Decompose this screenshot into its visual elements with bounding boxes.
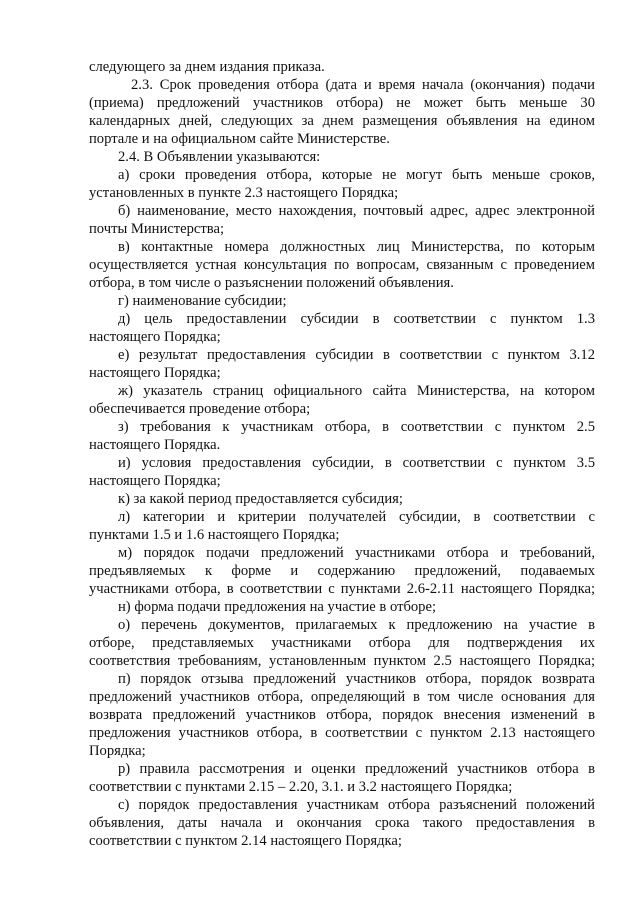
text-line: предложения участников отбора, в соответствии с пунктом 2.13 настоящего: [89, 725, 595, 741]
text-line: почты Министерства;: [89, 221, 225, 237]
text-line: настоящего Порядка;: [89, 473, 221, 489]
text-line: календарных дней, следующих за днем размещения объявления на едином: [89, 113, 595, 129]
text-line: соответствии с пунктом 2.14 настоящего Порядка;: [89, 833, 402, 849]
text-line: 2.3. Срок проведения отбора (дата и время начала (окончания) подачи: [131, 77, 595, 93]
text-line: в) контактные номера должностных лиц Министерства, по которым: [118, 239, 595, 255]
text-line: объявления, даты начала и окончания срока такого предоставления в: [89, 815, 595, 831]
text-line: следующего за днем издания приказа.: [89, 59, 325, 75]
text-line: д) цель предоставлении субсидии в соответствии с пунктом 1.3: [118, 311, 595, 327]
text-line: ж) указатель страниц официального сайта Министерства, на котором: [118, 383, 595, 399]
text-line: з) требования к участникам отбора, в соответствии с пунктом 2.5: [118, 419, 595, 435]
text-line: (приема) предложений участников отбора) не может быть меньше 30: [89, 95, 595, 111]
text-line: к) за какой период предоставляется субсидия;: [118, 491, 403, 507]
text-line: установленных в пункте 2.3 настоящего Порядка;: [89, 185, 399, 201]
text-line: предъявляемых к форме и содержанию предложений, подаваемых: [89, 563, 595, 579]
text-line: возврата предложений участников отбора, порядок внесения изменений в: [89, 707, 595, 723]
text-line: обеспечивается проведение отбора;: [89, 401, 311, 417]
text-line: соответствии с пунктами 2.15 – 2.20, 3.1. и 3.2 настоящего Порядка;: [89, 779, 513, 795]
text-line: е) результат предоставления субсидии в соответствии с пунктом 3.12: [118, 347, 595, 363]
text-line: с) порядок предоставления участникам отбора разъяснений положений: [118, 797, 595, 813]
text-line: н) форма подачи предложения на участие в отборе;: [118, 599, 437, 615]
text-line: 2.4. В Объявлении указываются:: [118, 149, 321, 165]
text-line: л) категории и критерии получателей субсидии, в соответствии с: [118, 509, 595, 525]
text-line: р) правила рассмотрения и оценки предложений участников отбора в: [118, 761, 595, 777]
text-line: м) порядок подачи предложений участниками отбора и требований,: [118, 545, 595, 561]
text-line: настоящего Порядка.: [89, 437, 221, 453]
text-line: соответствия требованиям, установленным пунктом 2.5 настоящего Порядка;: [89, 653, 595, 669]
text-line: о) перечень документов, прилагаемых к предложению на участие в: [118, 617, 595, 633]
text-line: пунктами 1.5 и 1.6 настоящего Порядка;: [89, 527, 340, 543]
text-line: г) наименование субсидии;: [118, 293, 287, 309]
text-line: п) порядок отзыва предложений участников отбора, порядок возврата: [118, 671, 595, 687]
text-line: Порядка;: [89, 743, 146, 759]
document-page: [89, 58, 595, 850]
text-line: портале и на официальном сайте Министерстве.: [89, 131, 390, 147]
text-line: а) сроки проведения отбора, которые не могут быть меньше сроков,: [118, 167, 595, 183]
text-line: участниками отбора, в соответствии с пунктами 2.6-2.11 настоящего Порядка;: [89, 581, 595, 597]
text-line: отбора, в том числе о разъяснении положений объявления.: [89, 275, 454, 291]
text-line: и) условия предоставления субсидии, в соответствии с пунктом 3.5: [118, 455, 595, 471]
text-line: осуществляется устная консультация по вопросам, связанным с проведением: [89, 257, 595, 273]
text-line: отборе, представляемых участниками отбора для подтверждения их: [89, 635, 595, 651]
text-line: б) наименование, место нахождения, почтовый адрес, адрес электронной: [118, 203, 595, 219]
text-line: настоящего Порядка;: [89, 329, 221, 345]
text-line: настоящего Порядка;: [89, 365, 221, 381]
text-line: предложений участников отбора, определяющий в том числе основания для: [89, 689, 595, 705]
